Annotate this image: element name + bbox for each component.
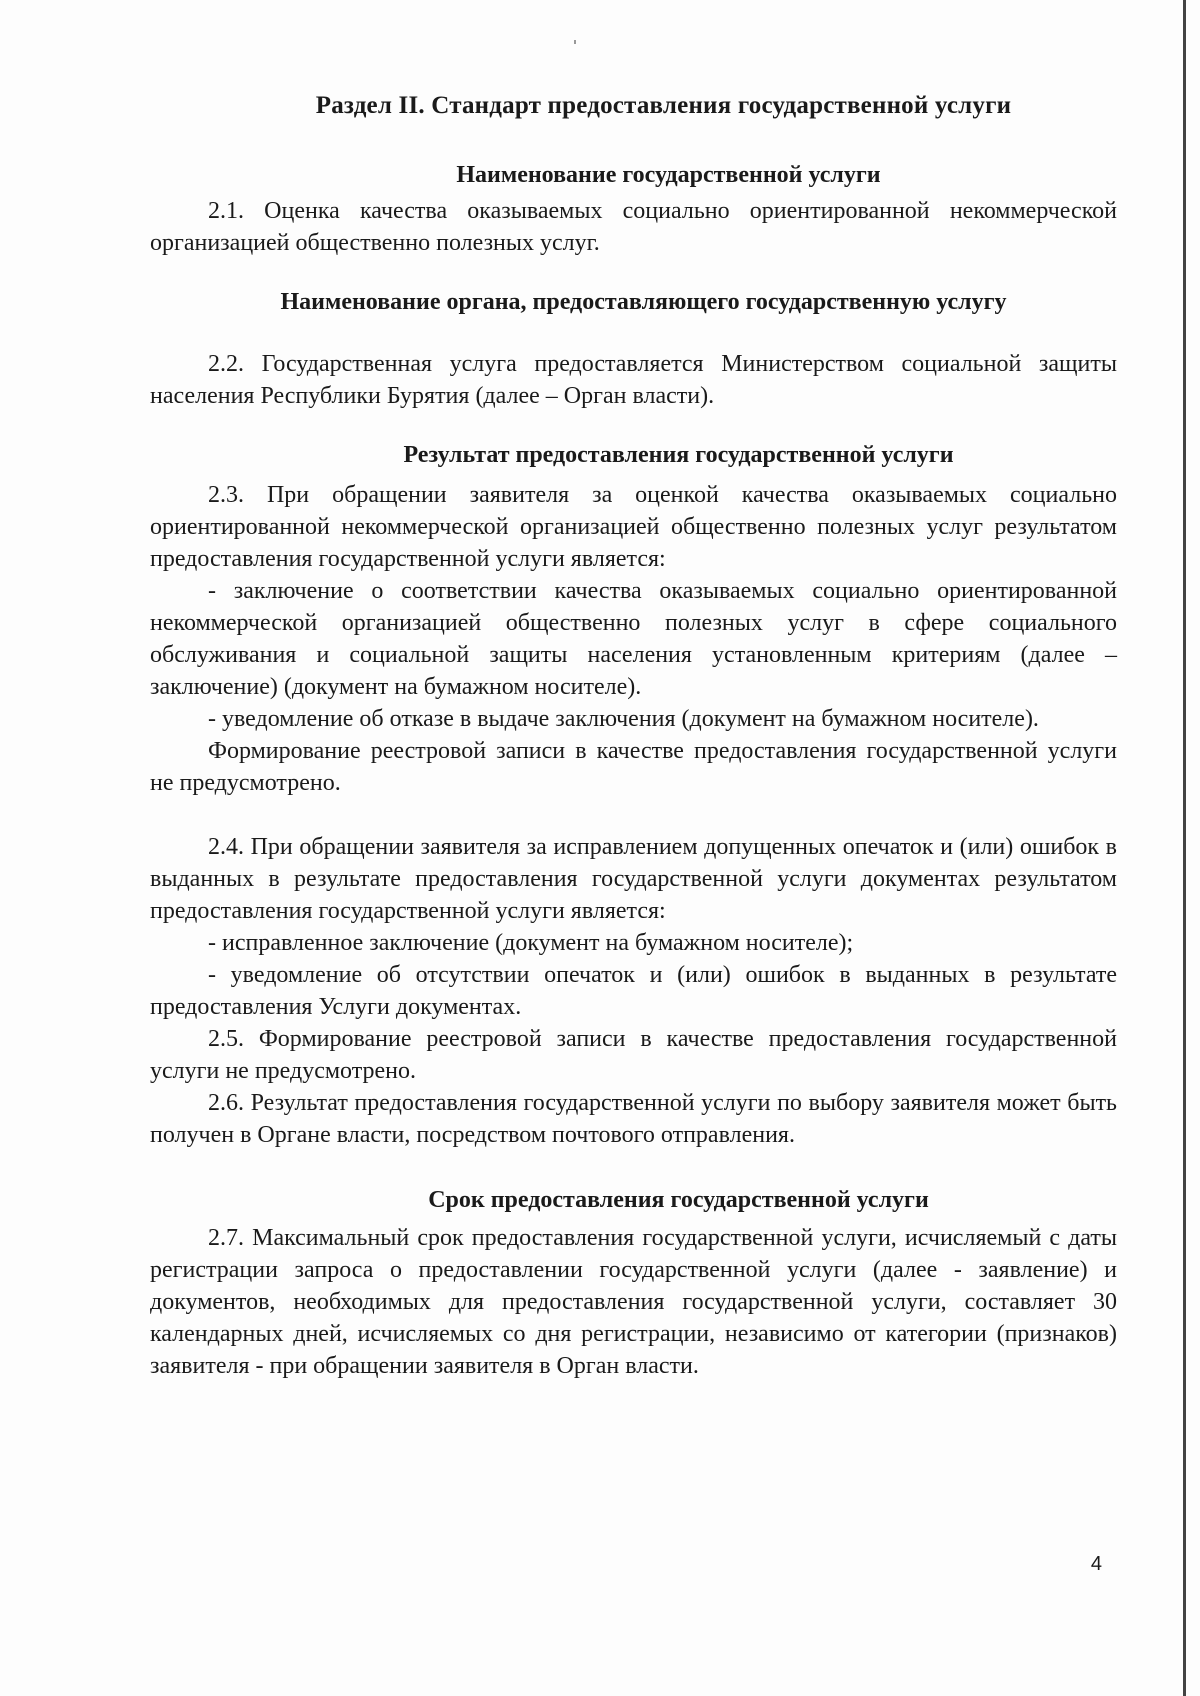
paragraph-2-5: 2.5. Формирование реестровой записи в качестве предоставления государственной услуги не предусмотрено. bbox=[150, 1026, 1117, 1084]
paragraph-2-2: 2.2. Государственная услуга предоставляется Министерством социальной защиты населения Республики Бурятия (далее – Орган власти). bbox=[150, 351, 1117, 409]
page-content bbox=[150, 92, 1117, 1382]
paragraph-2-4: 2.4. При обращении заявителя за исправлением допущенных опечаток и (или) ошибок в выданных в результате предоставления государственной услуги документах результатом предоставления государственной услуги является: bbox=[150, 834, 1117, 924]
paragraph-2-3-item-conclusion: - заключение о соответствии качества оказываемых социально ориентированной некоммерческой организацией общественно полезных услуг в сфере социального обслуживания и социальной защиты населения установленным критериям (далее – заключение) (документ на бумажном носителе). bbox=[150, 578, 1117, 700]
heading-service-organ: Наименование органа, предоставляющего государственную услугу bbox=[280, 289, 1007, 315]
heading-service-result: Результат предоставления государственной услуги bbox=[403, 442, 954, 468]
paragraph-2-3-item-refusal: - уведомление об отказе в выдаче заключения (документ на бумажном носителе). bbox=[208, 706, 1039, 732]
heading-service-term: Срок предоставления государственной услуги bbox=[428, 1187, 929, 1213]
paragraph-2-6: 2.6. Результат предоставления государственной услуги по выбору заявителя может быть получен в Органе власти, посредством почтового отправления. bbox=[150, 1090, 1117, 1148]
paragraph-spacer bbox=[150, 799, 1117, 831]
scan-speck bbox=[574, 40, 576, 44]
paragraph-2-3: 2.3. При обращении заявителя за оценкой качества оказываемых социально ориентированной некоммерческой организацией общественно полезных услуг результатом предоставления государственной услуги является: bbox=[150, 482, 1117, 572]
paragraph-2-4-item-corrected: - исправленное заключение (документ на бумажном носителе); bbox=[208, 930, 854, 956]
paragraph-2-1: 2.1. Оценка качества оказываемых социально ориентированной некоммерческой организацией общественно полезных услуг. bbox=[150, 198, 1117, 256]
page-number: 4 bbox=[1090, 1553, 1102, 1575]
paragraph-2-4-item-notice: - уведомление об отсутствии опечаток и (или) ошибок в выданных в результате предоставления Услуги документах. bbox=[150, 962, 1117, 1020]
paragraph-2-7: 2.7. Максимальный срок предоставления государственной услуги, исчисляемый с даты регистрации запроса о предоставлении государственной услуги (далее - заявление) и документов, необходимых для предоставления государственной услуги, составляет 30 календарных дней, исчисляемых со дня регистрации, независимо от категории (признаков) заявителя - при обращении заявителя в Орган власти. bbox=[150, 1225, 1117, 1379]
heading-service-name: Наименование государственной услуги bbox=[456, 162, 881, 188]
paragraph-2-3-registry-note: Формирование реестровой записи в качестве предоставления государственной услуги не предусмотрено. bbox=[150, 738, 1117, 796]
scan-edge-line bbox=[1183, 0, 1186, 1696]
section-title: Раздел II. Стандарт предоставления государственной услуги bbox=[315, 92, 1012, 119]
